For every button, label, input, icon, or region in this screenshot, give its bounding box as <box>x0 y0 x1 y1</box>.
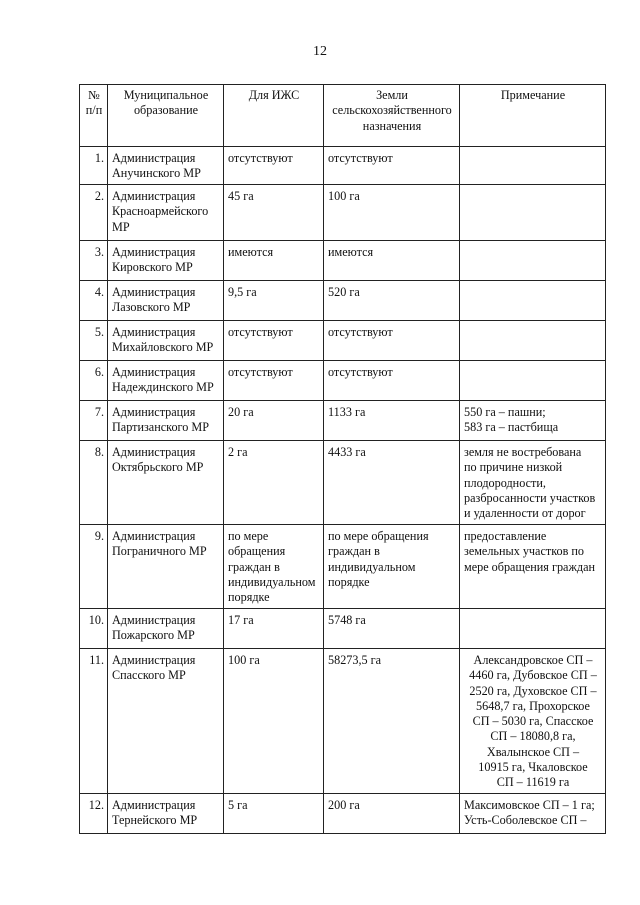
header-num: № п/п <box>80 85 108 147</box>
municipality-cell: Администрация Надеждинского МР <box>108 361 224 401</box>
izhs-cell: 17 га <box>224 609 324 649</box>
municipality-cell: Администрация Пожарского МР <box>108 609 224 649</box>
row-number: 7. <box>80 401 108 441</box>
izhs-cell: 100 га <box>224 649 324 794</box>
table-row <box>80 649 606 794</box>
municipality-cell: Администрация Пограничного МР <box>108 525 224 609</box>
row-number: 12. <box>80 793 108 833</box>
note-cell <box>460 147 606 185</box>
note-cell <box>460 281 606 321</box>
header-izhs: Для ИЖС <box>224 85 324 147</box>
table-row <box>80 281 606 321</box>
note-cell <box>460 241 606 281</box>
note-cell: Максимовское СП – 1 га; Усть-Соболевское СП – <box>460 793 606 833</box>
row-number: 5. <box>80 321 108 361</box>
municipality-cell: Администрация Кировского МР <box>108 241 224 281</box>
row-number: 8. <box>80 441 108 525</box>
izhs-cell: имеются <box>224 241 324 281</box>
izhs-cell: 5 га <box>224 793 324 833</box>
municipality-cell: Администрация Лазовского МР <box>108 281 224 321</box>
table-row <box>80 321 606 361</box>
agricultural-land-cell: отсутствуют <box>324 147 460 185</box>
row-number: 11. <box>80 649 108 794</box>
row-number: 6. <box>80 361 108 401</box>
agricultural-land-cell: 520 га <box>324 281 460 321</box>
izhs-cell: отсутствуют <box>224 361 324 401</box>
note-cell: Александровское СП – 4460 га, Дубовское СП – 2520 га, Духовское СП – 5648,7 га, Прохорское СП – 5030 га, Спасское СП – 18080,8 га, Хвалынское СП – 10915 га, Чкаловское СП – 11619 га <box>460 649 606 794</box>
row-number: 4. <box>80 281 108 321</box>
izhs-cell: 45 га <box>224 185 324 241</box>
table-row <box>80 361 606 401</box>
agricultural-land-cell: 4433 га <box>324 441 460 525</box>
izhs-cell: отсутствуют <box>224 147 324 185</box>
municipality-cell: Администрация Спасского МР <box>108 649 224 794</box>
table-row <box>80 609 606 649</box>
row-number: 9. <box>80 525 108 609</box>
agricultural-land-cell: 200 га <box>324 793 460 833</box>
agricultural-land-cell: по мере обращения граждан в индивидуальном порядке <box>324 525 460 609</box>
agricultural-land-cell: 5748 га <box>324 609 460 649</box>
municipality-cell: Администрация Анучинского МР <box>108 147 224 185</box>
agricultural-land-cell: отсутствуют <box>324 361 460 401</box>
note-cell <box>460 609 606 649</box>
municipality-cell: Администрация Михайловского МР <box>108 321 224 361</box>
header-note: Примечание <box>460 85 606 147</box>
table-row <box>80 525 606 609</box>
izhs-cell: 20 га <box>224 401 324 441</box>
row-number: 1. <box>80 147 108 185</box>
row-number: 10. <box>80 609 108 649</box>
table-row <box>80 401 606 441</box>
municipality-cell: Администрация Красноармейского МР <box>108 185 224 241</box>
row-number: 3. <box>80 241 108 281</box>
table-row <box>80 241 606 281</box>
izhs-cell: 2 га <box>224 441 324 525</box>
table-row <box>80 147 606 185</box>
land-table <box>79 84 606 834</box>
agricultural-land-cell: отсутствуют <box>324 321 460 361</box>
izhs-cell: по мере обращения граждан в индивидуальном порядке <box>224 525 324 609</box>
page-number: 12 <box>313 44 327 59</box>
row-number: 2. <box>80 185 108 241</box>
note-cell: земля не востребована по причине низкой плодородности, разбросанности участков и удаленности от дорог <box>460 441 606 525</box>
agricultural-land-cell: 58273,5 га <box>324 649 460 794</box>
note-cell: предоставление земельных участков по мере обращения граждан <box>460 525 606 609</box>
table-header-row <box>80 85 606 147</box>
agricultural-land-cell: 1133 га <box>324 401 460 441</box>
note-cell <box>460 321 606 361</box>
agricultural-land-cell: имеются <box>324 241 460 281</box>
header-agricultural-land: Земли сельскохозяйственного назначения <box>324 85 460 147</box>
note-cell <box>460 361 606 401</box>
header-municipality: Муниципальное образование <box>108 85 224 147</box>
table-row <box>80 185 606 241</box>
izhs-cell: 9,5 га <box>224 281 324 321</box>
municipality-cell: Администрация Октябрьского МР <box>108 441 224 525</box>
municipality-cell: Администрация Партизанского МР <box>108 401 224 441</box>
izhs-cell: отсутствуют <box>224 321 324 361</box>
note-cell: 550 га – пашни; 583 га – пастбища <box>460 401 606 441</box>
agricultural-land-cell: 100 га <box>324 185 460 241</box>
municipality-cell: Администрация Тернейского МР <box>108 793 224 833</box>
table-row <box>80 441 606 525</box>
table-row <box>80 793 606 833</box>
note-cell <box>460 185 606 241</box>
